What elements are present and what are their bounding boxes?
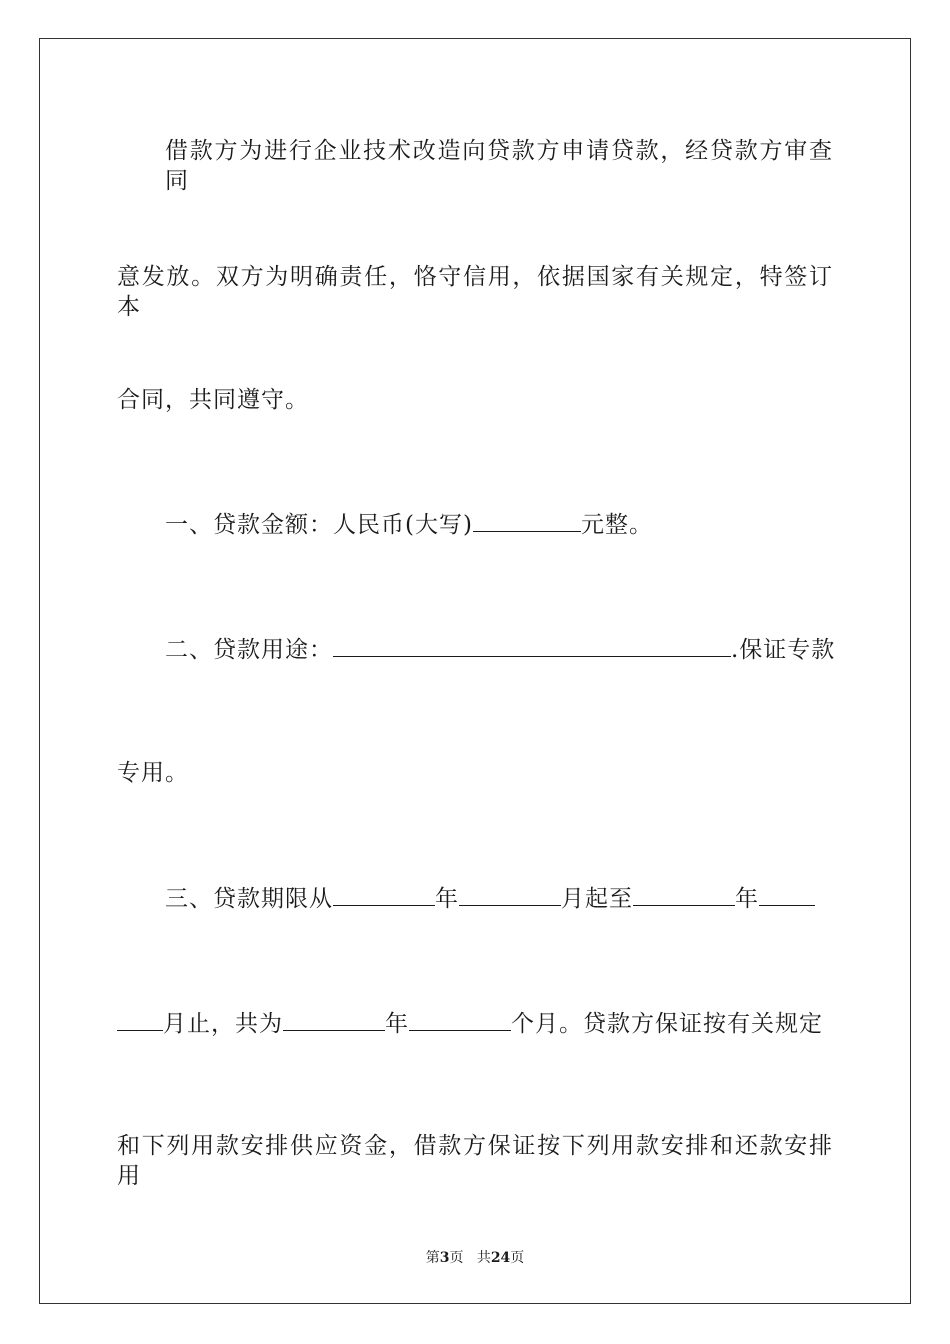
- clause-amount-suffix: 元整。: [580, 512, 653, 538]
- end-year-blank: [633, 883, 735, 906]
- text: 和下列用款安排供应资金，借款方保证按下列用款安排和还款安排用: [117, 1133, 833, 1189]
- year-label-2: 年: [735, 886, 759, 912]
- clause-amount: [117, 509, 833, 540]
- footer-page-suffix: 页: [449, 1250, 464, 1266]
- text: 合同，共同遵守。: [117, 387, 309, 413]
- total-month-blank: [409, 1008, 511, 1031]
- start-month-blank: [459, 883, 561, 906]
- paragraph-line-6: [117, 758, 833, 788]
- year-label: 年: [435, 886, 459, 912]
- clause-term-cont: [117, 1008, 833, 1039]
- year-label-3: 年: [385, 1011, 409, 1037]
- clause-purpose-suffix: .保证专款: [731, 637, 836, 663]
- month-to-label: 月起至: [561, 886, 633, 912]
- text: 专用。: [117, 760, 189, 786]
- end-month-blank-part1: [759, 883, 815, 906]
- page-border: [39, 38, 911, 1304]
- clause-purpose: [117, 634, 836, 665]
- clause-term-label: 三、贷款期限从: [165, 886, 333, 912]
- total-pages: 24: [490, 1250, 511, 1266]
- month-end-label: 月止，共为: [163, 1011, 283, 1037]
- paragraph-line-1: [117, 136, 833, 196]
- text: 意发放。双方为明确责任，恪守信用，依据国家有关规定，特签订本: [117, 264, 833, 320]
- purpose-blank: [333, 634, 731, 657]
- page-footer: [0, 1247, 950, 1267]
- start-year-blank: [333, 883, 435, 906]
- footer-total-prefix: 共: [476, 1250, 491, 1266]
- paragraph-line-2: [117, 262, 833, 322]
- amount-blank: [473, 509, 581, 532]
- footer-total-suffix: 页: [510, 1250, 525, 1266]
- footer-prefix: 第: [425, 1250, 440, 1266]
- months-text: 个月。贷款方保证按有关规定: [511, 1011, 823, 1037]
- paragraph-line-3: [117, 385, 833, 415]
- text: 借款方为进行企业技术改造向贷款方申请贷款，经贷款方审查同: [165, 138, 833, 194]
- end-month-blank-part2: [117, 1008, 163, 1031]
- page-number: 3: [439, 1250, 450, 1266]
- clause-term: [117, 883, 833, 914]
- clause-amount-label: 一、贷款金额：人民币(大写): [165, 512, 473, 538]
- total-year-blank: [283, 1008, 385, 1031]
- clause-purpose-label: 二、贷款用途：: [165, 637, 333, 663]
- paragraph-line-9: [117, 1131, 833, 1191]
